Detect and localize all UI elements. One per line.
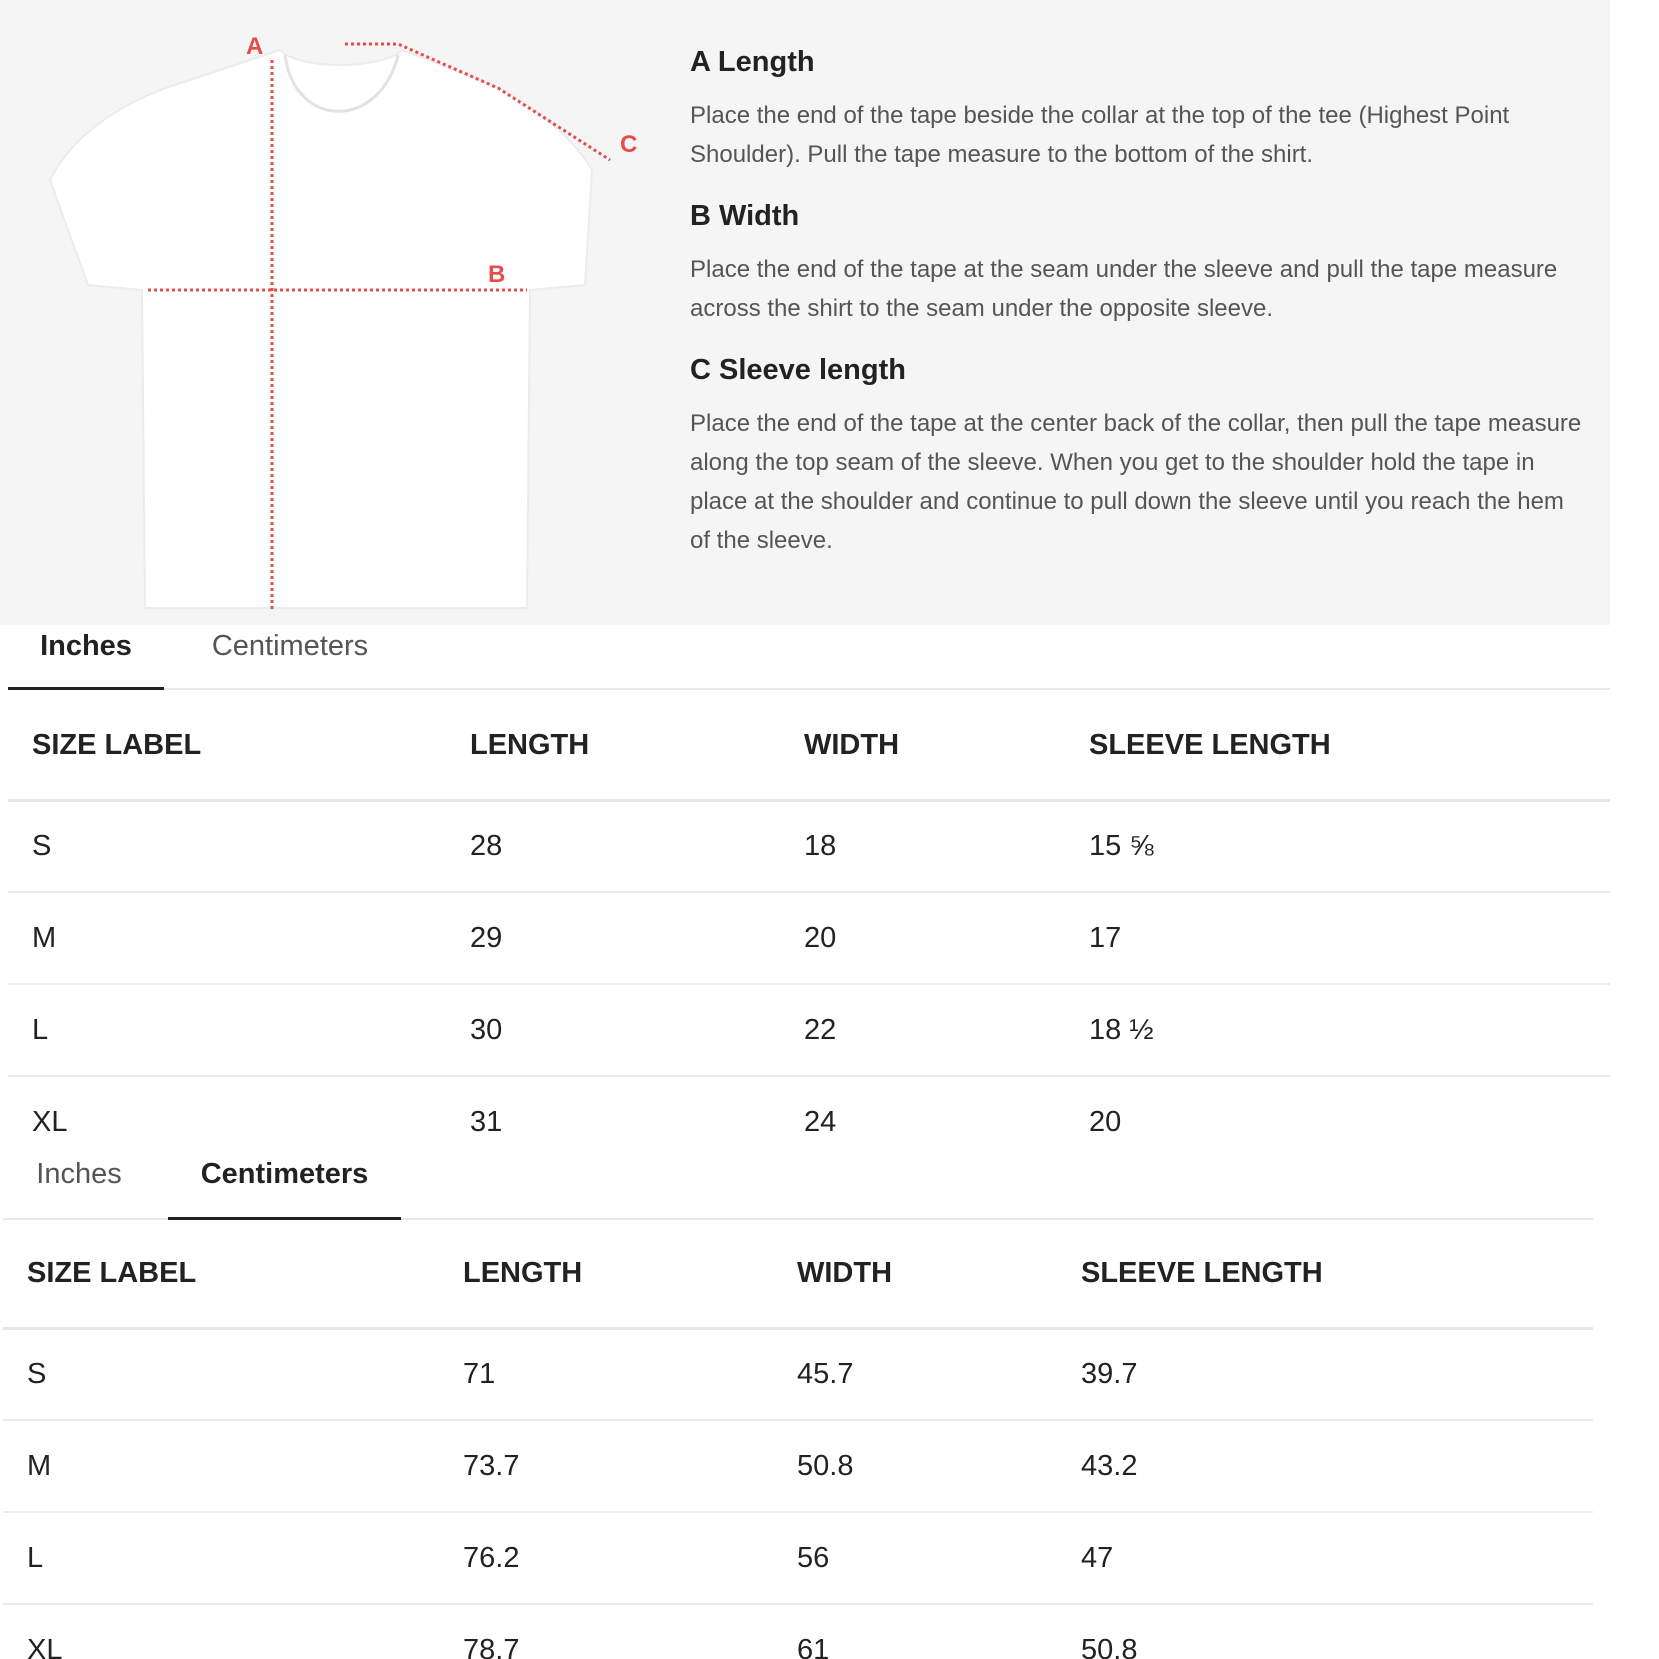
cell-length: 28 bbox=[446, 800, 780, 892]
cell-length: 31 bbox=[470, 1106, 503, 1138]
tshirt-diagram bbox=[30, 20, 660, 620]
tshirt-shape bbox=[50, 50, 592, 608]
cell-length: 78.7 bbox=[463, 1634, 520, 1659]
unit-tabs-inches-panel bbox=[8, 624, 1610, 690]
cell-length: 76.2 bbox=[439, 1512, 773, 1604]
cell-length: 30 bbox=[446, 984, 780, 1076]
header-sleeve-length: SLEEVE LENGTH bbox=[1065, 692, 1610, 800]
cell-sleeve-length: 43.2 bbox=[1057, 1420, 1593, 1512]
table-row bbox=[8, 892, 1610, 984]
cell-width: 61 bbox=[797, 1634, 830, 1659]
cell-size: L bbox=[8, 984, 446, 1076]
cell-size: M bbox=[8, 892, 446, 984]
sleeve-text: Place the end of the tape at the center back of the collar, then pull the tape measure along the top seam of the sleeve. When you get to the shoulder hold the tape in place at the shoulder and continue to pull down the sleeve until you reach the hem of the sleeve. bbox=[690, 410, 1582, 554]
tab-inches[interactable]: Inches bbox=[36, 1158, 122, 1190]
header-length: LENGTH bbox=[439, 1220, 773, 1328]
cell-width: 56 bbox=[773, 1512, 1057, 1604]
table-row bbox=[3, 1420, 1593, 1512]
cell-sleeve-length: 17 bbox=[1065, 892, 1610, 984]
tab-inches[interactable]: Inches bbox=[8, 624, 164, 690]
length-title: A Length bbox=[690, 46, 815, 78]
cell-sleeve-length: 18 ½ bbox=[1065, 984, 1610, 1076]
header-width: WIDTH bbox=[773, 1220, 1057, 1328]
cell-width: 45.7 bbox=[773, 1328, 1057, 1420]
table-row bbox=[8, 984, 1610, 1076]
cell-size: XL bbox=[32, 1106, 68, 1138]
cell-length: 73.7 bbox=[439, 1420, 773, 1512]
size-table-centimeters bbox=[3, 1220, 1593, 1659]
table-row bbox=[3, 1512, 1593, 1604]
width-text: Place the end of the tape at the seam under the sleeve and pull the tape measure across the shirt to the seam under the opposite sleeve. bbox=[690, 256, 1558, 322]
measurement-descriptions bbox=[690, 44, 1590, 584]
cell-sleeve-length: 50.8 bbox=[1081, 1634, 1138, 1659]
table-row bbox=[3, 1328, 1593, 1420]
label-b: B bbox=[488, 261, 506, 288]
label-c: C bbox=[620, 131, 638, 158]
cell-size: S bbox=[8, 800, 446, 892]
tshirt-illustration bbox=[30, 20, 660, 620]
header-sleeve-length: SLEEVE LENGTH bbox=[1057, 1220, 1593, 1328]
cell-width: 24 bbox=[804, 1106, 837, 1138]
cell-sleeve-length: 39.7 bbox=[1057, 1328, 1593, 1420]
table-header-row bbox=[8, 692, 1610, 800]
header-width: WIDTH bbox=[780, 692, 1065, 800]
tab-centimeters[interactable]: Centimeters bbox=[211, 630, 369, 662]
cell-width: 20 bbox=[780, 892, 1065, 984]
cell-length: 29 bbox=[446, 892, 780, 984]
sleeve-title: C Sleeve length bbox=[690, 354, 906, 386]
cell-size: M bbox=[3, 1420, 439, 1512]
cell-width: 50.8 bbox=[773, 1420, 1057, 1512]
header-size-label: SIZE LABEL bbox=[3, 1220, 439, 1328]
table-header-row bbox=[3, 1220, 1593, 1328]
cell-sleeve-length: 15 ⅝ bbox=[1065, 800, 1610, 892]
length-text: Place the end of the tape beside the collar at the top of the tee (Highest Point Shoulder). Pull the tape measure to the bottom of the shirt. bbox=[690, 102, 1510, 168]
size-table-inches bbox=[8, 692, 1610, 1168]
label-a: A bbox=[246, 33, 264, 60]
table-row bbox=[3, 1604, 1593, 1659]
cell-width: 18 bbox=[780, 800, 1065, 892]
header-size-label: SIZE LABEL bbox=[8, 692, 446, 800]
cell-sleeve-length: 20 bbox=[1089, 1106, 1122, 1138]
unit-tabs-cm-panel bbox=[3, 1154, 1593, 1220]
table-row bbox=[8, 800, 1610, 892]
header-length: LENGTH bbox=[446, 692, 780, 800]
cell-size: L bbox=[3, 1512, 439, 1604]
width-title: B Width bbox=[690, 200, 800, 232]
cell-size: XL bbox=[27, 1634, 63, 1659]
cell-size: S bbox=[3, 1328, 439, 1420]
cell-length: 71 bbox=[439, 1328, 773, 1420]
cell-width: 22 bbox=[780, 984, 1065, 1076]
measurement-guide bbox=[0, 0, 1610, 625]
tab-centimeters[interactable]: Centimeters bbox=[168, 1154, 401, 1220]
cell-sleeve-length: 47 bbox=[1057, 1512, 1593, 1604]
